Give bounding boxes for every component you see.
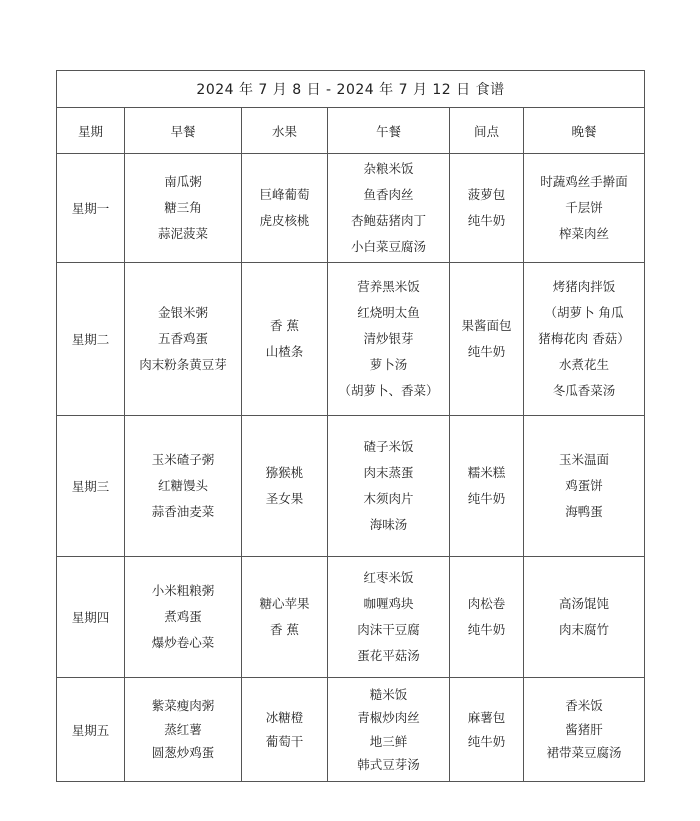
menu-title: 2024 年 7 月 8 日 - 2024 年 7 月 12 日 食谱 <box>57 71 645 108</box>
table-row <box>57 416 645 557</box>
menu-item: 糙米饭 <box>369 686 408 702</box>
menu-item: 猪梅花肉 香菇） <box>538 331 630 346</box>
breakfast-cell <box>125 263 242 416</box>
table-row <box>57 154 645 263</box>
menu-item: 肉松卷 <box>467 596 506 611</box>
menu-item: 红烧明太鱼 <box>357 305 420 320</box>
menu-item: 蒜泥菠菜 <box>157 226 208 241</box>
menu-item: 果酱面包 <box>461 318 512 333</box>
menu-item: 萝卜汤 <box>369 357 408 372</box>
menu-item: 蒜香油麦菜 <box>151 504 215 519</box>
lunch-cell <box>328 263 450 416</box>
menu-item: 玉米温面 <box>559 452 610 467</box>
snack-cell <box>450 263 524 416</box>
menu-item: 香米饭 <box>565 698 603 714</box>
lunch-cell <box>328 678 450 782</box>
table-row <box>57 557 645 678</box>
breakfast-cell <box>125 154 242 263</box>
menu-item: 裙带菜豆腐汤 <box>546 745 622 761</box>
header-fruit: 水果 <box>242 108 328 154</box>
lunch-cell <box>328 154 450 263</box>
menu-item: 山楂条 <box>265 344 304 359</box>
menu-item: 营养黑米饭 <box>357 279 420 294</box>
menu-item: 紫菜瘦肉粥 <box>151 698 215 714</box>
menu-table <box>56 70 645 782</box>
menu-item: 肉末腐竹 <box>559 622 610 637</box>
day-cell: 星期三 <box>57 416 125 557</box>
menu-item: 肉末粉条黄豆芽 <box>139 357 227 372</box>
menu-item: 纯牛奶 <box>467 733 506 749</box>
menu-item: 葡萄干 <box>265 733 304 749</box>
menu-item: 纯牛奶 <box>467 344 506 359</box>
fruit-cell <box>242 263 328 416</box>
menu-item: 水煮花生 <box>559 357 610 372</box>
menu-item: 金银米粥 <box>157 305 208 320</box>
fruit-cell <box>242 416 328 557</box>
menu-item: 南瓜粥 <box>164 174 202 189</box>
menu-item: 杏鲍菇猪肉丁 <box>350 213 426 228</box>
dinner-cell <box>524 416 645 557</box>
menu-item: 青椒炒肉丝 <box>357 710 420 725</box>
menu-item: 麻薯包 <box>467 710 506 725</box>
menu-item: 五香鸡蛋 <box>157 331 208 346</box>
fruit-cell <box>242 154 328 263</box>
menu-item: 纯牛奶 <box>467 491 506 506</box>
menu-item: 糖三角 <box>164 200 202 215</box>
snack-cell <box>450 557 524 678</box>
dinner-cell <box>524 557 645 678</box>
breakfast-cell <box>125 416 242 557</box>
dinner-cell <box>524 678 645 782</box>
menu-item: 玉米碴子粥 <box>151 452 215 467</box>
day-cell: 星期四 <box>57 557 125 678</box>
menu-item: 圆葱炒鸡蛋 <box>151 745 215 761</box>
menu-item: 香 蕉 <box>270 318 299 333</box>
table-row <box>57 263 645 416</box>
menu-item: 时蔬鸡丝手擀面 <box>540 174 628 189</box>
title-row <box>57 71 645 108</box>
menu-item: 鸡蛋饼 <box>565 478 603 493</box>
header-day: 星期 <box>57 108 125 154</box>
menu-item: 烤猪肉拌饭 <box>552 279 616 294</box>
menu-item: 清炒银芽 <box>363 331 414 346</box>
table-row <box>57 678 645 782</box>
snack-cell <box>450 154 524 263</box>
menu-item: 木须肉片 <box>363 491 414 506</box>
menu-item: 红糖馒头 <box>157 478 208 493</box>
menu-item: （胡萝卜、香菜） <box>338 383 439 398</box>
menu-item: 蛋花平菇汤 <box>357 648 420 663</box>
menu-item: 圣女果 <box>265 491 304 506</box>
menu-item: 碴子米饭 <box>363 439 414 454</box>
day-cell: 星期一 <box>57 154 125 263</box>
menu-item: 香 蕉 <box>270 622 299 637</box>
header-snack: 间点 <box>450 108 524 154</box>
menu-item: 杂粮米饭 <box>363 161 414 176</box>
menu-item: 糖心苹果 <box>259 596 310 611</box>
menu-item: 小白菜豆腐汤 <box>350 239 426 254</box>
dinner-cell <box>524 154 645 263</box>
snack-cell <box>450 678 524 782</box>
menu-item: 鱼香肉丝 <box>363 187 414 202</box>
menu-item: 咖喱鸡块 <box>363 596 414 611</box>
menu-item: 糯米糕 <box>467 465 506 480</box>
menu-item: 肉末蒸蛋 <box>363 465 414 480</box>
day-cell: 星期二 <box>57 263 125 416</box>
breakfast-cell <box>125 557 242 678</box>
header-lunch: 午餐 <box>328 108 450 154</box>
menu-item: （胡萝卜 角瓜 <box>544 305 624 320</box>
menu-item: 菠萝包 <box>467 187 506 202</box>
menu-item: 海鸭蛋 <box>565 504 603 519</box>
menu-item: 肉沫干豆腐 <box>357 622 420 637</box>
menu-item: 爆炒卷心菜 <box>151 635 215 650</box>
menu-item: 冰糖橙 <box>265 710 304 725</box>
lunch-cell <box>328 416 450 557</box>
menu-item: 高汤馄饨 <box>559 596 610 611</box>
fruit-cell <box>242 678 328 782</box>
menu-item: 煮鸡蛋 <box>164 609 202 624</box>
menu-item: 海味汤 <box>369 517 408 532</box>
menu-item: 巨峰葡萄 <box>259 187 310 202</box>
lunch-cell <box>328 557 450 678</box>
menu-body <box>57 154 645 782</box>
menu-item: 冬瓜香菜汤 <box>552 383 616 398</box>
menu-item: 纯牛奶 <box>467 622 506 637</box>
header-dinner: 晚餐 <box>524 108 645 154</box>
menu-item: 榨菜肉丝 <box>559 226 610 241</box>
menu-item: 地三鲜 <box>369 733 408 749</box>
menu-item: 虎皮核桃 <box>259 213 310 228</box>
menu-item: 小米粗粮粥 <box>151 583 215 598</box>
header-breakfast: 早餐 <box>125 108 242 154</box>
fruit-cell <box>242 557 328 678</box>
menu-item: 千层饼 <box>565 200 603 215</box>
header-row <box>57 108 645 154</box>
dinner-cell <box>524 263 645 416</box>
menu-item: 韩式豆芽汤 <box>357 757 420 772</box>
snack-cell <box>450 416 524 557</box>
breakfast-cell <box>125 678 242 782</box>
menu-item: 纯牛奶 <box>467 213 506 228</box>
menu-item: 猕猴桃 <box>265 465 304 480</box>
menu-item: 酱猪肝 <box>565 721 603 737</box>
menu-item: 蒸红薯 <box>164 721 202 737</box>
menu-item: 红枣米饭 <box>363 570 414 585</box>
day-cell: 星期五 <box>57 678 125 782</box>
